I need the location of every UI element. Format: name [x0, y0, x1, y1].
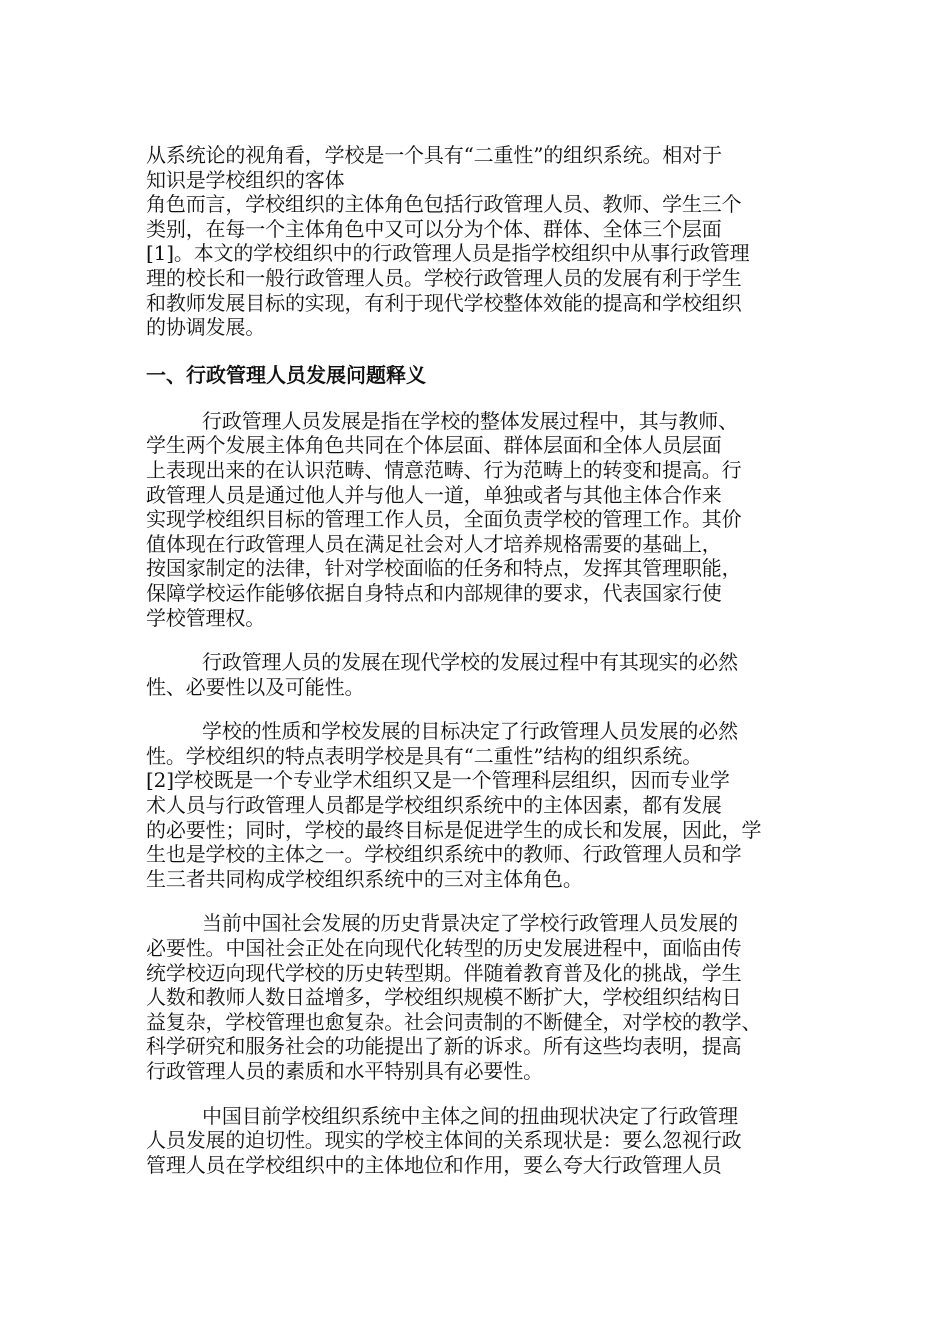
document-body [146, 143, 810, 1177]
text-line: 管理人员在学校组织中的主体地位和作用，要么夸大行政管理人员 [146, 1152, 722, 1177]
section-heading: 一、行政管理人员发展问题释义 [146, 362, 426, 387]
paragraph-necessity [146, 911, 810, 1083]
text-line: 政管理人员是通过他人并与他人一道，单独或者与其他主体合作来 [146, 482, 722, 507]
text-line: [1]。本文的学校组织中的行政管理人员是指学校组织中从事行政管理 [146, 241, 750, 266]
text-line: 按国家制定的法律，针对学校面临的任务和特点，发挥其管理职能， [146, 556, 742, 581]
text-line: 学生两个发展主体角色共同在个体层面、群体层面和全体人员层面 [146, 433, 722, 458]
text-line: 性。学校组织的特点表明学校是具有“二重性”结构的组织系统。 [146, 743, 703, 768]
text-line: 生也是学校的主体之一。学校组织系统中的教师、行政管理人员和学 [146, 842, 742, 867]
text-line: 行政管理人员发展是指在学校的整体发展过程中，其与教师、 [202, 408, 738, 433]
paragraph-necessity-overview [146, 650, 810, 699]
text-line: 人数和教师人数日益增多，学校组织规模不断扩大，学校组织结构日 [146, 985, 742, 1010]
paragraph-inevitability [146, 719, 810, 891]
text-line: 当前中国社会发展的历史背景决定了学校行政管理人员发展的 [202, 911, 738, 936]
text-line: 类别，在每一个主体角色中又可以分为个体、群体、全体三个层面 [146, 216, 722, 241]
text-line: 知识是学校组织的客体 [146, 167, 345, 192]
text-line: 益复杂，学校管理也愈复杂。社会问责制的不断健全，对学校的教学、 [146, 1009, 762, 1034]
text-line: 人员发展的迫切性。现实的学校主体间的关系现状是：要么忽视行政 [146, 1128, 742, 1153]
text-line: 的协调发展。 [146, 315, 266, 340]
text-line: 上表现出来的在认识范畴、情意范畴、行为范畴上的转变和提高。行 [146, 457, 742, 482]
text-line: 行政管理人员的素质和水平特别具有必要性。 [146, 1059, 543, 1083]
text-line: 理的校长和一般行政管理人员。学校行政管理人员的发展有利于学生 [146, 265, 742, 290]
text-line: 值体现在行政管理人员在满足社会对人才培养规格需要的基础上， [146, 531, 722, 556]
text-line: 保障学校运作能够依据自身特点和内部规律的要求，代表国家行使 [146, 580, 722, 605]
text-line: 学校的性质和学校发展的目标决定了行政管理人员发展的必然 [202, 719, 738, 744]
paragraph-definition [146, 409, 810, 630]
text-line: 从系统论的视角看，学校是一个具有“二重性”的组织系统。相对于 [146, 143, 722, 167]
text-line: 实现学校组织目标的管理工作人员，全面负责学校的管理工作。其价 [146, 507, 742, 532]
text-line: 的必要性；同时，学校的最终目标是促进学生的成长和发展，因此，学 [146, 817, 762, 842]
text-line: 统学校迈向现代学校的历史转型期。伴随着教育普及化的挑战，学生 [146, 960, 742, 985]
text-line: 和教师发展目标的实现，有利于现代学校整体效能的提高和学校组织 [146, 290, 742, 315]
paragraph-urgency [146, 1104, 810, 1178]
intro-paragraph [146, 143, 810, 340]
text-line: 科学研究和服务社会的功能提出了新的诉求。所有这些均表明，提高 [146, 1034, 742, 1059]
text-line: 角色而言，学校组织的主体角色包括行政管理人员、教师、学生三个 [146, 192, 742, 217]
text-line: 必要性。中国社会正处在向现代化转型的历史发展进程中，面临由传 [146, 936, 742, 961]
text-line: 性、必要性以及可能性。 [146, 674, 365, 699]
text-line: [2]学校既是一个专业学术组织又是一个管理科层组织，因而专业学 [146, 768, 730, 793]
text-line: 中国目前学校组织系统中主体之间的扭曲现状决定了行政管理 [202, 1103, 738, 1128]
text-line: 学校管理权。 [146, 605, 266, 630]
text-line: 术人员与行政管理人员都是学校组织系统中的主体因素，都有发展 [146, 793, 722, 818]
text-line: 生三者共同构成学校组织系统中的三对主体角色。 [146, 866, 583, 891]
text-line: 行政管理人员的发展在现代学校的发展过程中有其现实的必然 [202, 650, 738, 675]
